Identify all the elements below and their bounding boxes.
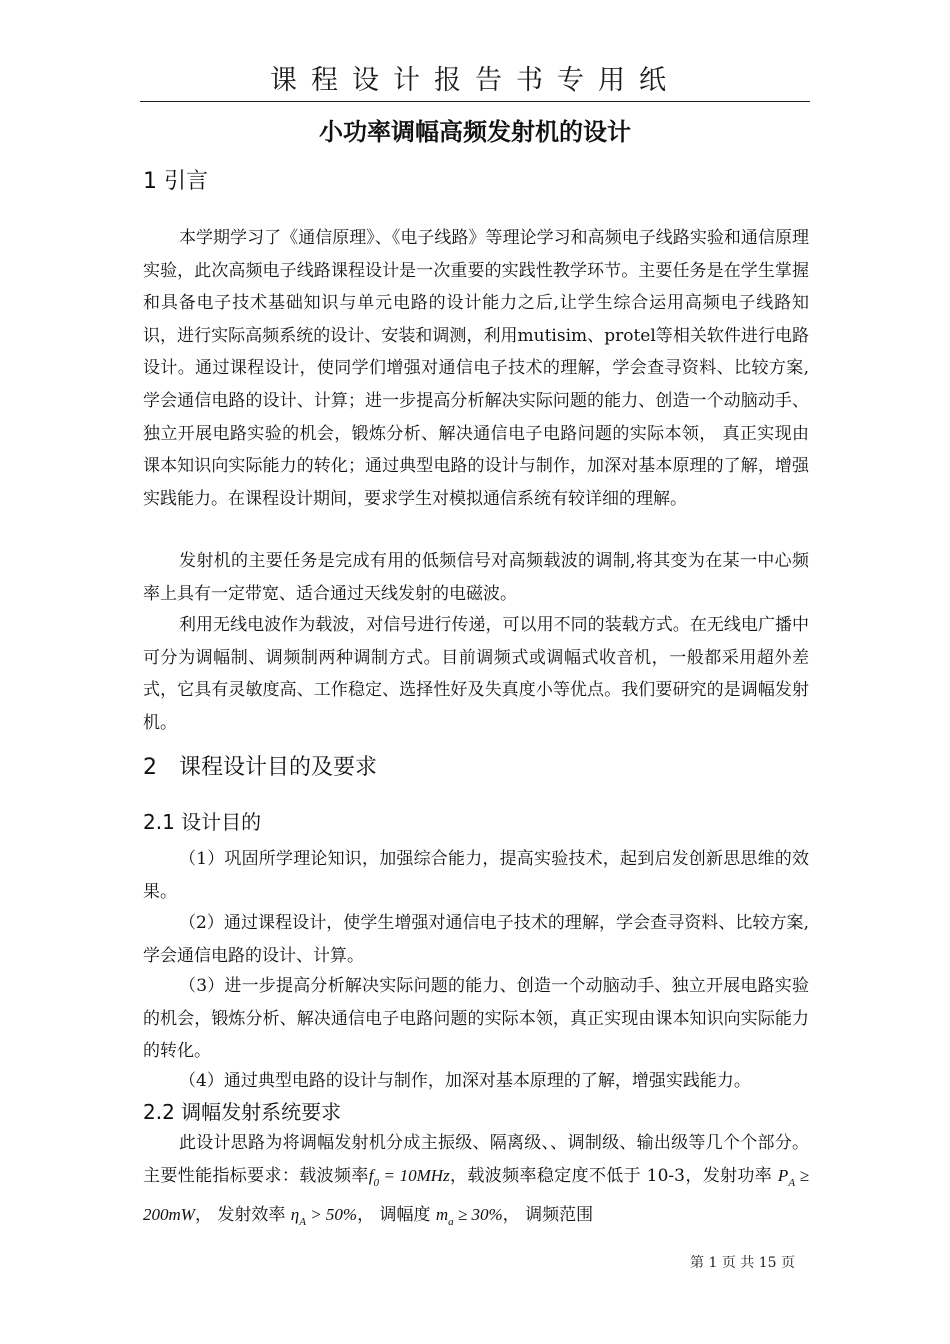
goal-item-1: （1）巩固所学理论知识，加强综合能力，提高实验技术，起到启发创新思思维的效果。 <box>143 849 809 902</box>
modulation-depth-formula: $m_a \ge 30\%$ <box>435 1205 503 1229</box>
requirements-paragraph: 此设计思路为将调幅发射机分成主振级、隔离级、、调制级、输出级等几个个部分。主要性能指标要求：载波频率$f_0 = 10MHz$，载波频率稳定度不低于 10-3，发射功率 $P_A \ge 200mW$， 发射效率 $\eta_A > 50\%$， 调幅度 $m_a \ge 30\%$， 调频范围 <box>143 1133 809 1229</box>
section-2-2-heading: 2.2 调幅发射系统要求 <box>143 1100 342 1124</box>
transmit-power-formula: $P_A \ge 200mW$ <box>143 1165 809 1225</box>
page-number-footer: 第 1 页 共 15 页 <box>690 1255 796 1271</box>
section-2-heading: 2 课程设计目的及要求 <box>143 755 377 780</box>
section-1-paragraph-3: 利用无线电波作为载波，对信号进行传递，可以用不同的装载方式。在无线电广播中可分为调幅制、调频制两种调制方式。目前调频式或调幅式收音机，一般都采用超外差式，它具有灵敏度高、工作稳定、选择性好及失真度小等优点。我们要研究的是调幅发射机。 <box>143 615 809 733</box>
header-divider <box>140 101 810 102</box>
carrier-frequency-formula: $f_0 = 10MHz$ <box>368 1165 450 1189</box>
section-1-heading: 1 引言 <box>143 169 208 194</box>
goal-item-2: （2）通过课程设计，使学生增强对通信电子技术的理解，学会查寻资料、比较方案,学会通信电路的设计、计算。 <box>143 913 809 966</box>
section-1-paragraph-1: 本学期学习了《通信原理》、《电子线路》等理论学习和高频电子线路实验和通信原理实验，此次高频电子线路课程设计是一次重要的实践性教学环节。主要任务是在学生掌握和具备电子技术基础知识与单元电路的设计能力之后,让学生综合运用高频电子线路知识，进行实际高频系统的设计、安装和调测，利用mutisim、protel等相关软件进行电路设计。通过课程设计，使同学们增强对通信电子技术的理解，学会查寻资料、比较方案,学会通信电路的设计、计算；进一步提高分析解决实际问题的能力、创造一个动脑动手、独立开展电路实验的机会，锻炼分析、解决通信电子电路问题的实际本领， 真正实现由课本知识向实际能力的转化；通过典型电路的设计与制作，加深对基本原理的了解，增强实践能力。在课程设计期间，要求学生对模拟通信系统有较详细的理解。 <box>143 228 809 509</box>
section-2-1-heading: 2.1 设计目的 <box>143 810 262 834</box>
goal-item-4: （4）通过典型电路的设计与制作，加深对基本原理的了解，增强实践能力。 <box>179 1071 751 1091</box>
goal-item-3: （3）进一步提高分析解决实际问题的能力、创造一个动脑动手、独立开展电路实验的机会，锻炼分析、解决通信电子电路问题的实际本领，真正实现由课本知识向实际能力的转化。 <box>143 976 809 1062</box>
efficiency-formula: $\eta_A > 50\%$ <box>290 1205 358 1229</box>
current-page-number: 1 <box>708 1255 718 1271</box>
total-page-count: 15 <box>758 1255 777 1271</box>
document-title: 小功率调幅高频发射机的设计 <box>319 118 631 146</box>
section-1-paragraph-2: 发射机的主要任务是完成有用的低频信号对高频载波的调制,将其变为在某一中心频率上具有一定带宽、适合通过天线发射的电磁波。 <box>143 551 809 604</box>
page-header: 课程设计报告书专用纸 <box>270 65 680 96</box>
